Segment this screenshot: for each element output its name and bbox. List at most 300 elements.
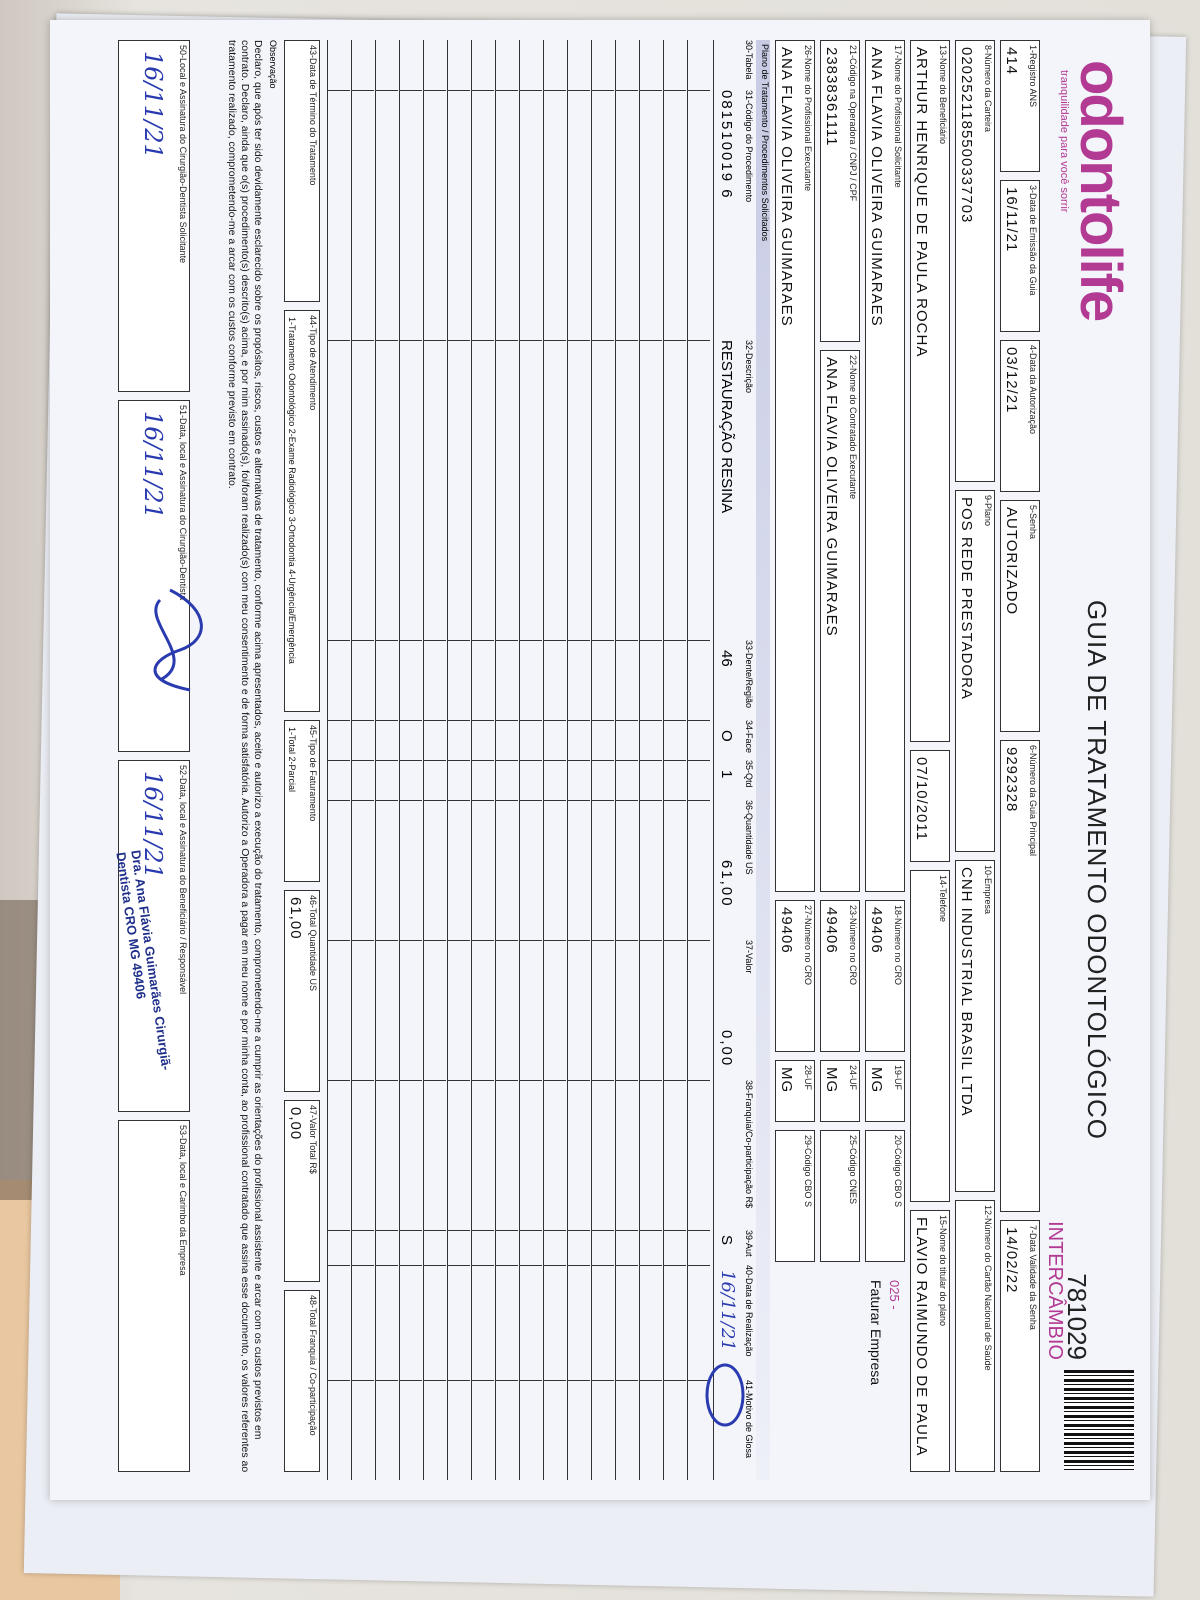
procedure-us: 61,00	[718, 860, 735, 908]
row-cell-divider	[496, 760, 518, 761]
row-cell-divider	[592, 1265, 614, 1266]
row-cell-divider	[640, 760, 662, 761]
sig1-label: 50-Local e Assinatura do Cirurgião-Dentista Solicitante	[178, 45, 188, 264]
empty-row	[495, 40, 518, 1480]
holder-label: 15-Nome do titular do plano	[938, 1215, 948, 1327]
row-cell-divider	[328, 800, 350, 801]
contracted-label: 22-Nome do Contratado Executante	[848, 355, 858, 500]
cro3-value: 49406	[778, 907, 795, 954]
empty-row	[447, 40, 470, 1480]
beneficiary-label: 13-Nome do Beneficiário	[938, 45, 948, 145]
row-cell-divider	[376, 90, 398, 91]
row-cell-divider	[688, 760, 710, 761]
row-cell-divider	[568, 1230, 590, 1231]
row-cell-divider	[328, 1080, 350, 1081]
row-cell-divider	[352, 800, 374, 801]
row-cell-divider	[592, 940, 614, 941]
card-label: 8-Número da Carteira	[983, 45, 993, 133]
cnes-field	[820, 1130, 860, 1262]
row-cell-divider	[400, 1080, 422, 1081]
row-cell-divider	[544, 90, 566, 91]
empty-row	[567, 40, 590, 1480]
sig1-date: 16/11/21	[139, 51, 167, 159]
row-cell-divider	[568, 1080, 590, 1081]
card-field	[955, 40, 995, 482]
row-cell-divider	[688, 640, 710, 641]
row-cell-divider	[568, 90, 590, 91]
row-cell-divider	[328, 1380, 350, 1381]
dentist-stamp: Dra. Ana Flávia Guimarães Cirurgiã-Dentista CRO MG 49406	[113, 849, 175, 1072]
row-cell-divider	[664, 1380, 686, 1381]
procedure-aut: S	[718, 1235, 735, 1246]
emission-field	[1000, 180, 1040, 332]
pwd-valid-field	[1000, 1220, 1040, 1472]
plan-value: POS REDE PRESTADORA	[958, 497, 975, 700]
ans-value: 414	[1003, 47, 1020, 76]
billing-code: 025 -	[887, 1280, 902, 1310]
cnes-label: 25-Código CNES	[848, 1135, 858, 1205]
row-cell-divider	[568, 760, 590, 761]
empty-row	[351, 40, 374, 1480]
row-cell-divider	[592, 640, 614, 641]
row-cell-divider	[328, 1265, 350, 1266]
total-us-label: 46-Total Quantidade US	[308, 895, 318, 992]
empty-row	[327, 40, 350, 1480]
signature-scribble-icon	[130, 580, 220, 700]
row-cell-divider	[616, 1265, 638, 1266]
password-label: 5-Senha	[1028, 505, 1038, 540]
row-cell-divider	[400, 640, 422, 641]
row-cell-divider	[568, 1380, 590, 1381]
row-cell-divider	[352, 1230, 374, 1231]
row-cell-divider	[352, 1080, 374, 1081]
row-cell-divider	[376, 760, 398, 761]
row-cell-divider	[616, 640, 638, 641]
row-cell-divider	[352, 340, 374, 341]
solicitor-field	[865, 40, 905, 892]
row-cell-divider	[448, 1080, 470, 1081]
empty-row	[399, 40, 422, 1480]
cro2-value: 49406	[823, 907, 840, 954]
row-cell-divider	[328, 640, 350, 641]
row-cell-divider	[616, 340, 638, 341]
sig4-field	[118, 1120, 190, 1472]
form-header	[1044, 40, 1140, 1480]
billing-type-options: 1-Total 2-Parcial	[287, 727, 297, 793]
company-label: 10-Empresa	[983, 865, 993, 915]
row-cell-divider	[400, 90, 422, 91]
row-cell-divider	[544, 1265, 566, 1266]
row-cell-divider	[544, 800, 566, 801]
row-cell-divider	[472, 1380, 494, 1381]
row-cell-divider	[496, 90, 518, 91]
sig4-label: 53-Data, local e Carimbo da Empresa	[178, 1125, 188, 1276]
holder-value: FLAVIO RAIMUNDO DE PAULA	[913, 1217, 930, 1457]
operator-code-value: 23838361111	[823, 47, 840, 147]
total-us-field	[284, 890, 320, 1092]
executor-label: 26-Nome do Profissional Executante	[803, 45, 813, 192]
col-qty: 35-Qtd	[744, 760, 754, 788]
row-cell-divider	[424, 1380, 446, 1381]
auth-date-value: 03/12/21	[1003, 347, 1020, 414]
barcode-icon	[1064, 1370, 1134, 1470]
row-cell-divider	[688, 340, 710, 341]
row-cell-divider	[664, 640, 686, 641]
row-cell-divider	[616, 90, 638, 91]
row-cell-divider	[520, 1265, 542, 1266]
beneficiary-value: ARTHUR HENRIQUE DE PAULA ROCHA	[913, 47, 930, 358]
total-us-value: 61,00	[287, 897, 304, 940]
row-cell-divider	[520, 1380, 542, 1381]
solicitor-label: 17-Nome do Profissional Solicitante	[893, 45, 903, 188]
empty-row	[687, 40, 710, 1480]
row-cell-divider	[592, 1380, 614, 1381]
row-cell-divider	[664, 90, 686, 91]
row-cell-divider	[352, 760, 374, 761]
empty-row	[471, 40, 494, 1480]
row-cell-divider	[448, 1230, 470, 1231]
procedure-date: 16/11/21	[717, 1270, 738, 1351]
total-value-value: 0,00	[287, 1107, 304, 1141]
executor-value: ANA FLAVIA OLIVEIRA GUIMARAES	[778, 47, 795, 327]
row-cell-divider	[424, 800, 446, 801]
phone-label: 14-Telefone	[938, 875, 948, 923]
end-date-field	[284, 40, 320, 302]
row-cell-divider	[448, 720, 470, 721]
row-cell-divider	[448, 760, 470, 761]
birth-field	[910, 750, 950, 862]
row-cell-divider	[496, 640, 518, 641]
row-cell-divider	[616, 760, 638, 761]
cro3-field	[775, 900, 815, 1052]
row-cell-divider	[400, 1380, 422, 1381]
row-cell-divider	[352, 90, 374, 91]
ans-label: 1-Registro ANS	[1028, 45, 1038, 108]
row-cell-divider	[448, 340, 470, 341]
row-cell-divider	[664, 720, 686, 721]
procedure-code: 081510019 6	[718, 90, 735, 200]
row-cell-divider	[544, 720, 566, 721]
row-cell-divider	[496, 340, 518, 341]
plan-field	[955, 490, 995, 852]
uf-label: 19-UF	[893, 1065, 903, 1091]
row-cell-divider	[472, 90, 494, 91]
col-us: 36-Quantidade US	[744, 800, 754, 875]
brand-tagline: tranquilidade para você sorrir	[1058, 70, 1070, 213]
row-cell-divider	[448, 1380, 470, 1381]
cro-field	[865, 900, 905, 1052]
ans-field	[1000, 40, 1040, 172]
row-cell-divider	[376, 640, 398, 641]
row-cell-divider	[472, 1080, 494, 1081]
row-cell-divider	[424, 1265, 446, 1266]
main-guide-value: 9292328	[1003, 747, 1020, 813]
billing-type-field	[284, 720, 320, 882]
row-cell-divider	[520, 720, 542, 721]
row-cell-divider	[328, 340, 350, 341]
row-cell-divider	[688, 720, 710, 721]
row-cell-divider	[520, 90, 542, 91]
row-cell-divider	[424, 760, 446, 761]
uf2-field	[820, 1060, 860, 1122]
row-cell-divider	[400, 340, 422, 341]
company-field	[955, 860, 995, 1192]
row-cell-divider	[328, 720, 350, 721]
row-cell-divider	[664, 940, 686, 941]
row-cell-divider	[520, 640, 542, 641]
uf-value: MG	[868, 1067, 885, 1094]
sig1-field	[118, 40, 190, 392]
row-cell-divider	[664, 760, 686, 761]
uf-field	[865, 1060, 905, 1122]
empty-row	[615, 40, 638, 1480]
col-franchise: 38-Franquia/Co-participação R$	[744, 1080, 754, 1209]
total-value-field	[284, 1100, 320, 1282]
emission-value: 16/11/21	[1003, 187, 1020, 253]
row-cell-divider	[496, 1080, 518, 1081]
solicitor-value: ANA FLAVIA OLIVEIRA GUIMARAES	[868, 47, 885, 327]
row-cell-divider	[664, 1230, 686, 1231]
row-cell-divider	[664, 340, 686, 341]
col-description: 32-Descrição	[744, 340, 754, 394]
row-cell-divider	[424, 90, 446, 91]
password-value: AUTORIZADO	[1003, 507, 1020, 616]
row-cell-divider	[472, 340, 494, 341]
row-cell-divider	[496, 940, 518, 941]
row-cell-divider	[640, 940, 662, 941]
end-date-label: 43-Data de Término do Tratamento	[308, 45, 318, 186]
password-field	[1000, 500, 1040, 732]
row-cell-divider	[664, 1080, 686, 1081]
row-cell-divider	[640, 1265, 662, 1266]
col-face: 34-Face	[744, 720, 754, 754]
total-franchise-field	[284, 1290, 320, 1472]
procedure-description: RESTAURAÇÃO RESINA	[718, 340, 735, 514]
uf3-field	[775, 1060, 815, 1122]
executor-field	[775, 40, 815, 892]
row-cell-divider	[472, 640, 494, 641]
billing-text: Faturar Empresa	[868, 1280, 884, 1386]
row-cell-divider	[400, 760, 422, 761]
row-cell-divider	[400, 1265, 422, 1266]
row-cell-divider	[424, 940, 446, 941]
procedure-qty: 1	[718, 770, 735, 779]
row-cell-divider	[520, 1080, 542, 1081]
row-cell-divider	[424, 340, 446, 341]
row-cell-divider	[592, 1080, 614, 1081]
row-cell-divider	[592, 720, 614, 721]
row-cell-divider	[592, 1230, 614, 1231]
empty-row	[423, 40, 446, 1480]
row-cell-divider	[544, 340, 566, 341]
dental-guide-form	[50, 20, 1150, 1500]
row-cell-divider	[328, 1230, 350, 1231]
plan-label: 9-Plano	[983, 495, 993, 527]
row-cell-divider	[688, 1265, 710, 1266]
pwd-valid-label: 7-Data Validade da Senha	[1028, 1225, 1038, 1330]
holder-field	[910, 1210, 950, 1472]
card-value: 0202521185500337703	[958, 47, 975, 224]
row-cell-divider	[352, 1380, 374, 1381]
row-cell-divider	[640, 720, 662, 721]
contracted-field	[820, 350, 860, 892]
obs-label: Observação	[268, 40, 278, 89]
row-cell-divider	[640, 800, 662, 801]
beneficiary-field	[910, 40, 950, 742]
initials-scribble-icon	[700, 1360, 750, 1430]
operator-code-label: 21-Código na Operadora / CNPJ / CPF	[848, 45, 858, 202]
cro-label: 18-Número no CRO	[893, 905, 903, 986]
sig2-date: 16/11/21	[139, 411, 167, 519]
row-cell-divider	[328, 90, 350, 91]
row-cell-divider	[400, 1230, 422, 1231]
row-cell-divider	[472, 760, 494, 761]
cro2-field	[820, 900, 860, 1052]
row-cell-divider	[688, 1230, 710, 1231]
procedure-tooth: 46	[718, 650, 735, 667]
cbo3-label: 29-Código CBO S	[803, 1135, 813, 1208]
row-cell-divider	[496, 800, 518, 801]
declaration-text: Declaro, que após ter sido devidamente esclarecido sobre os propósitos, riscos, custos e alternativas de tratamento, conforme acima apresentados, aceito e autorizo a execução do tratamento, comprometendo-me a cumprir as orientações do profissional assistente e arcar com os custos previstos em contrato. Declaro, ainda que o(s) procedimento(s) descrito(s) acima, e por mim assinado(s), foi/foram realizado(s) com meu consentimento e de forma satisfatória. Autorizo a Operadora a pagar em meu nome e por minha conta, ao profissional contratado que assina esse documento, os valores referentes ao tratamento realizado, comprometendo-me a arcar com os custos conforme previsto em contrato.	[226, 40, 264, 1473]
row-cell-divider	[616, 800, 638, 801]
contracted-value: ANA FLAVIA OLIVEIRA GUIMARAES	[823, 357, 840, 637]
procedures-header	[740, 40, 754, 1480]
cro3-label: 27-Número no CRO	[803, 905, 813, 986]
row-cell-divider	[544, 1380, 566, 1381]
procedure-row	[713, 40, 738, 1480]
sus-field	[955, 1200, 995, 1472]
col-tooth: 33-Dente/Região	[744, 640, 754, 709]
row-cell-divider	[616, 720, 638, 721]
cbo-label: 20-Código CBO S	[893, 1135, 903, 1208]
operator-code-field	[820, 40, 860, 342]
attend-type-label: 44-Tipo de Atendimento	[308, 315, 318, 411]
row-cell-divider	[376, 1080, 398, 1081]
uf3-label: 28-UF	[803, 1065, 813, 1091]
row-cell-divider	[688, 90, 710, 91]
row-cell-divider	[568, 640, 590, 641]
uf2-value: MG	[823, 1067, 840, 1094]
row-cell-divider	[448, 800, 470, 801]
row-cell-divider	[640, 1380, 662, 1381]
col-table: 30-Tabela	[744, 40, 754, 80]
row-cell-divider	[616, 1380, 638, 1381]
empty-row	[543, 40, 566, 1480]
row-cell-divider	[472, 940, 494, 941]
row-cell-divider	[688, 940, 710, 941]
sig3-label: 52-Data, local e Assinatura do Beneficiário / Responsável	[178, 765, 188, 995]
row-cell-divider	[616, 1080, 638, 1081]
row-cell-divider	[592, 90, 614, 91]
row-cell-divider	[376, 340, 398, 341]
auth-date-field	[1000, 340, 1040, 492]
col-date: 40-Data de Realização	[744, 1265, 754, 1357]
row-cell-divider	[496, 720, 518, 721]
row-cell-divider	[520, 760, 542, 761]
row-cell-divider	[424, 720, 446, 721]
exchange-label: INTERCÂMBIO	[1044, 1221, 1066, 1360]
row-cell-divider	[376, 720, 398, 721]
row-cell-divider	[448, 1265, 470, 1266]
col-code: 31-Código do Procedimento	[744, 90, 754, 203]
row-cell-divider	[472, 1265, 494, 1266]
row-cell-divider	[568, 720, 590, 721]
row-cell-divider	[472, 720, 494, 721]
uf3-value: MG	[778, 1067, 795, 1094]
sig2-label: 51-Data, local e Assinatura do Cirurgião-Dentista	[178, 405, 188, 601]
row-cell-divider	[640, 340, 662, 341]
row-cell-divider	[544, 1080, 566, 1081]
row-cell-divider	[400, 720, 422, 721]
row-cell-divider	[640, 90, 662, 91]
row-cell-divider	[568, 940, 590, 941]
guide-number: 781029	[1062, 1273, 1092, 1360]
row-cell-divider	[352, 940, 374, 941]
row-cell-divider	[688, 800, 710, 801]
cbo3-field	[775, 1130, 815, 1262]
row-cell-divider	[544, 640, 566, 641]
row-cell-divider	[616, 940, 638, 941]
row-cell-divider	[544, 940, 566, 941]
procedure-value: 0,00	[718, 1030, 735, 1068]
col-reason: 41-Motivo de Glosa	[744, 1380, 754, 1459]
row-cell-divider	[376, 1380, 398, 1381]
sig3-date: 16/11/21	[139, 771, 167, 879]
row-cell-divider	[328, 940, 350, 941]
row-cell-divider	[664, 1265, 686, 1266]
row-cell-divider	[472, 1230, 494, 1231]
row-cell-divider	[376, 800, 398, 801]
row-cell-divider	[520, 1230, 542, 1231]
row-cell-divider	[448, 940, 470, 941]
row-cell-divider	[424, 640, 446, 641]
attend-type-options: 1-Tratamento Odontológico 2-Exame Radiológico 3-Ortodontia 4-Urgência/Emergência	[287, 317, 297, 664]
row-cell-divider	[496, 1265, 518, 1266]
row-cell-divider	[496, 1380, 518, 1381]
col-aut: 39-Aut	[744, 1230, 754, 1257]
main-guide-field	[1000, 740, 1040, 1212]
sus-label: 12-Número do Cartão Nacional de Saúde	[983, 1205, 993, 1371]
row-cell-divider	[640, 1230, 662, 1231]
cbo-field	[865, 1130, 905, 1262]
row-cell-divider	[400, 800, 422, 801]
row-cell-divider	[376, 940, 398, 941]
uf2-label: 24-UF	[848, 1065, 858, 1091]
row-cell-divider	[664, 800, 686, 801]
auth-date-label: 4-Data da Autorização	[1028, 345, 1038, 435]
row-cell-divider	[472, 800, 494, 801]
row-cell-divider	[520, 340, 542, 341]
row-cell-divider	[592, 760, 614, 761]
col-value: 37-Valor	[744, 940, 754, 974]
row-cell-divider	[640, 1080, 662, 1081]
birth-value: 07/10/2011	[913, 757, 930, 841]
row-cell-divider	[640, 640, 662, 641]
empty-row	[591, 40, 614, 1480]
row-cell-divider	[400, 940, 422, 941]
row-cell-divider	[376, 1265, 398, 1266]
row-cell-divider	[520, 800, 542, 801]
form-title: GUIA DE TRATAMENTO ODONTOLÓGICO	[1082, 600, 1112, 1140]
main-guide-label: 6-Número da Guia Principal	[1028, 745, 1038, 857]
emission-label: 3-Data de Emissão da Guia	[1028, 185, 1038, 296]
row-cell-divider	[448, 90, 470, 91]
row-cell-divider	[544, 760, 566, 761]
empty-row	[639, 40, 662, 1480]
procedures-section: Plano de Tratamento / Procedimentos Solicitados	[756, 40, 770, 1480]
phone-field	[910, 870, 950, 1202]
billing-type-label: 45-Tipo de Faturamento	[308, 725, 318, 822]
